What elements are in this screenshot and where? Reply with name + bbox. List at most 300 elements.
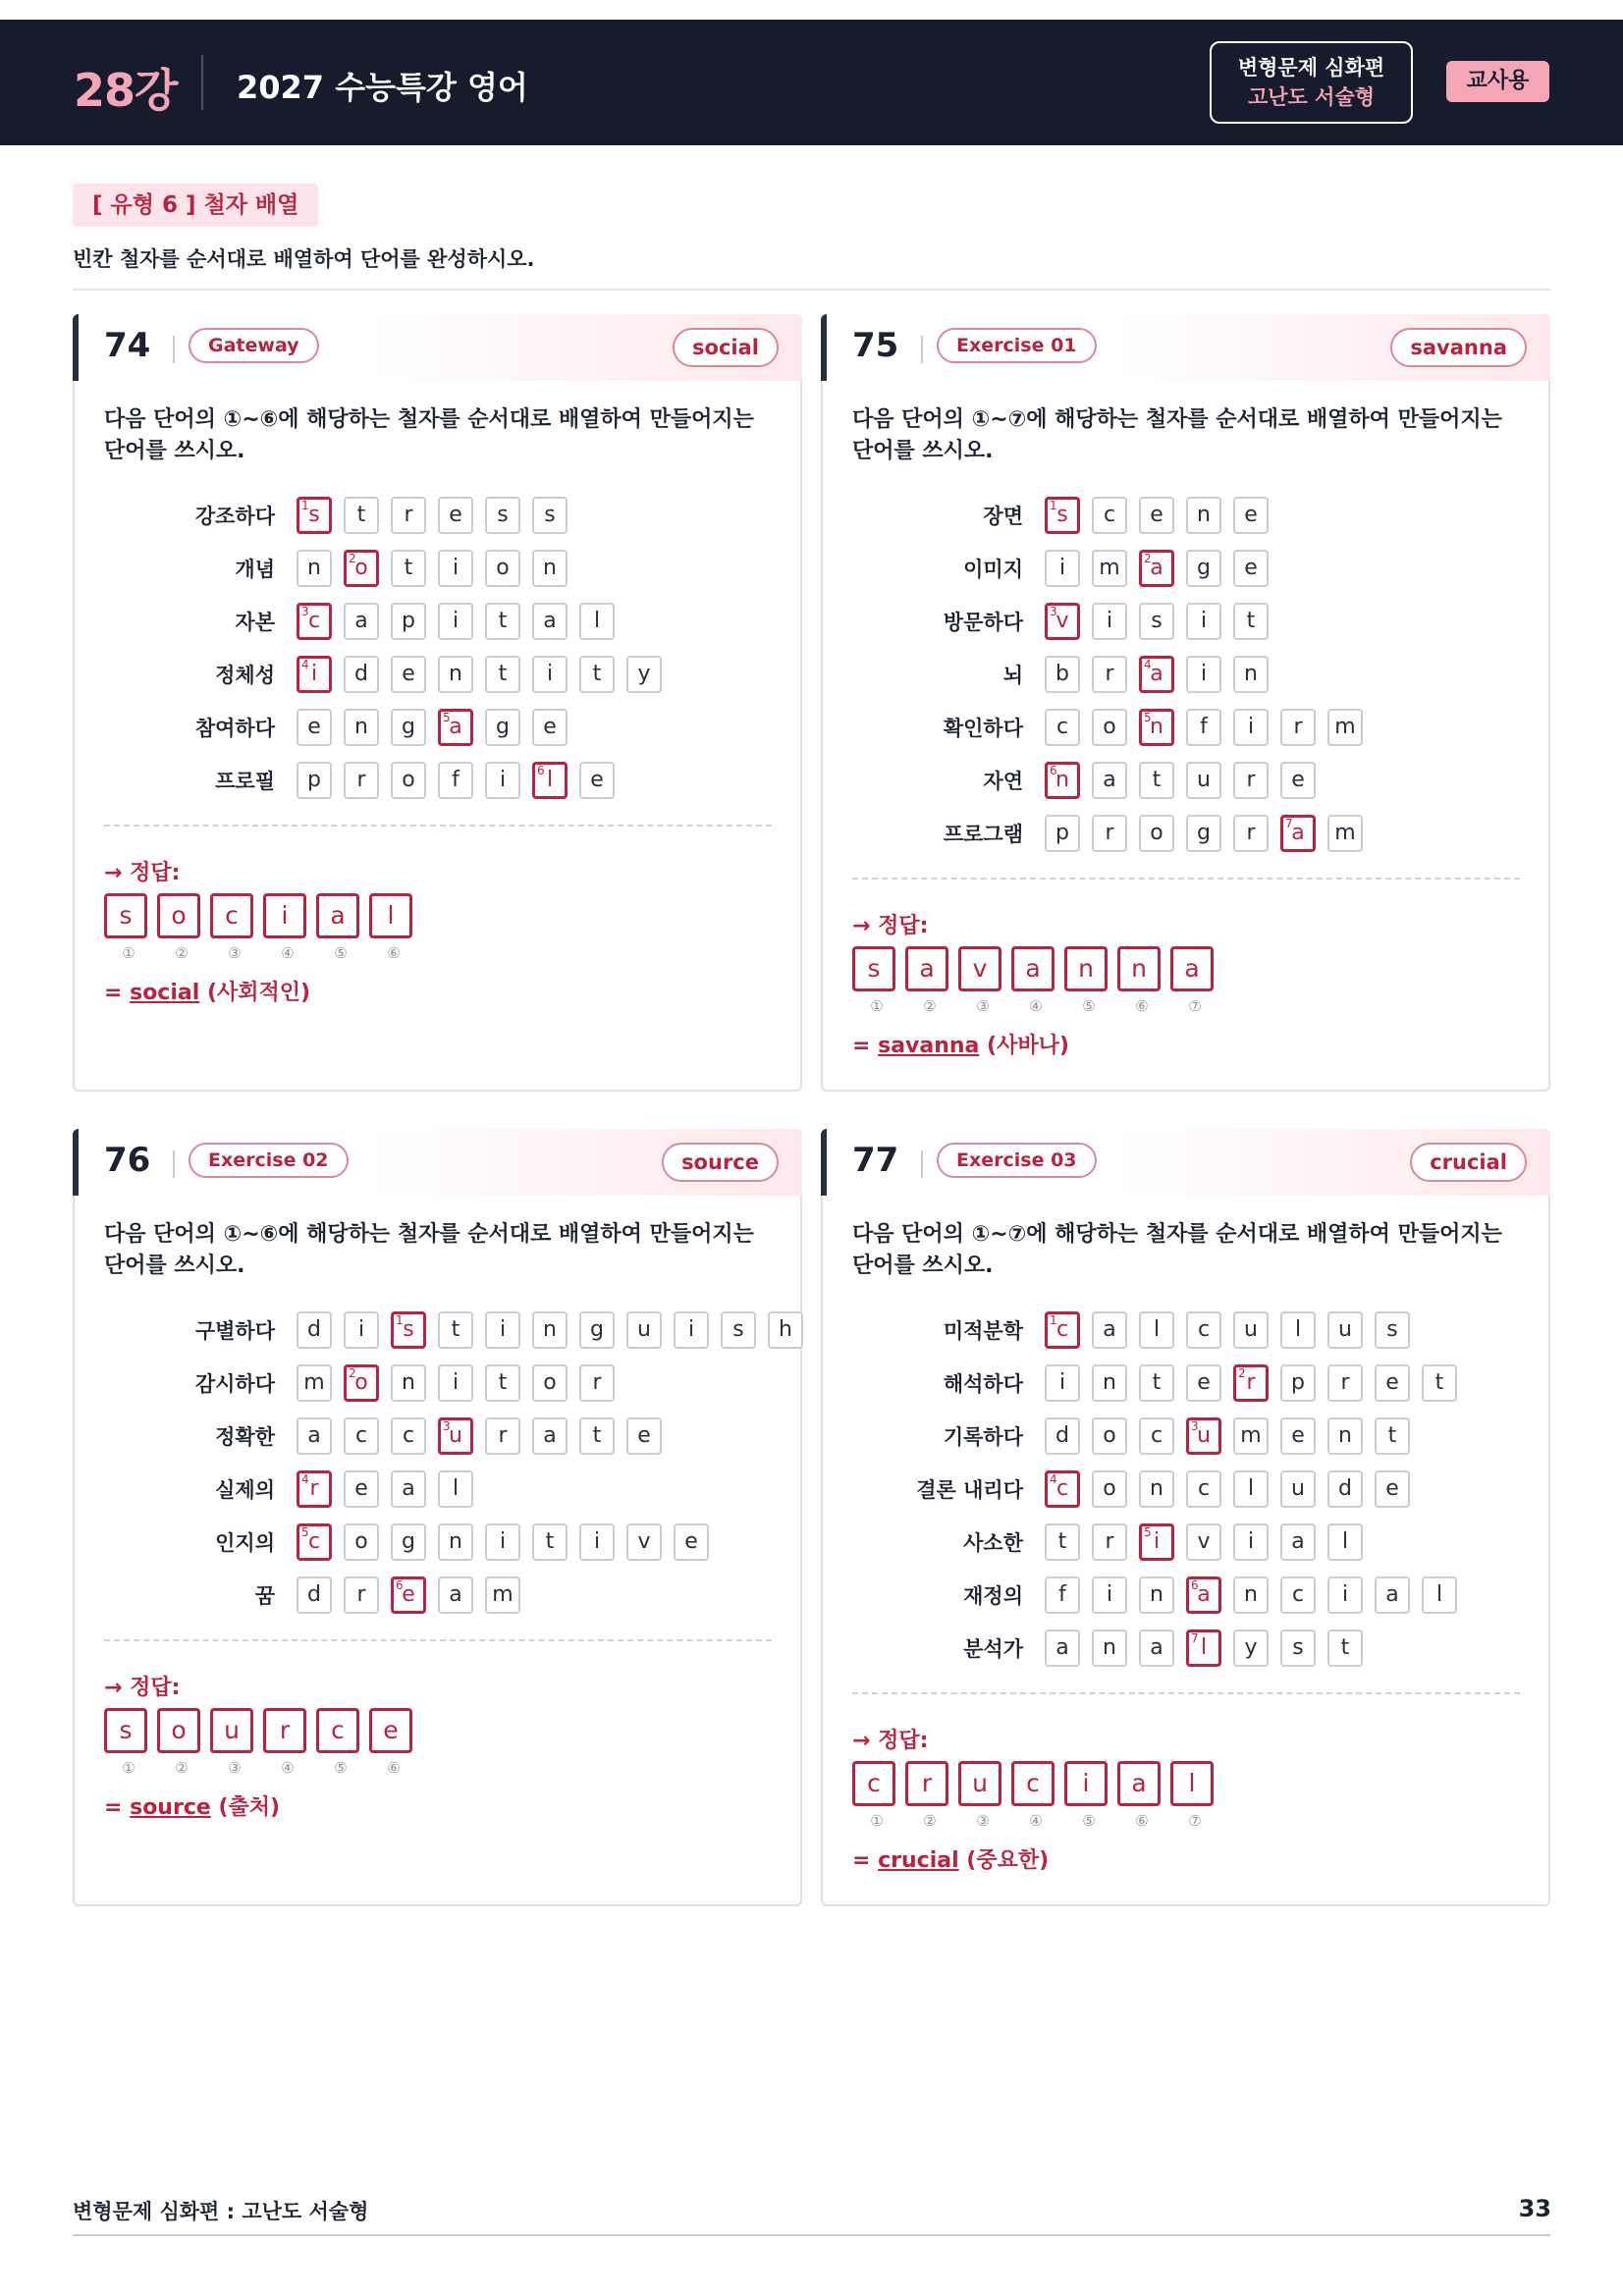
letter: l — [546, 768, 554, 792]
answer-letter-box — [210, 1708, 253, 1777]
answer-letter: a — [330, 901, 346, 930]
answer-letter: l — [387, 901, 395, 930]
letter-cell — [532, 550, 568, 587]
answer-letter-box — [1117, 1761, 1161, 1830]
letter-cell — [438, 1470, 473, 1508]
word-meaning: 자연 — [983, 770, 1023, 793]
letter: a — [1150, 662, 1163, 686]
letter: n — [543, 1317, 557, 1342]
letter: n — [449, 1529, 462, 1554]
final-meaning: (사회적인) — [199, 981, 311, 1005]
letter: p — [1055, 821, 1069, 845]
letter: i — [1341, 1582, 1349, 1607]
letter: n — [449, 662, 462, 686]
highlighted-letter-cell — [344, 1364, 379, 1402]
letter: a — [1197, 1582, 1211, 1607]
letter: i — [687, 1317, 695, 1342]
order-index: 3 — [1050, 605, 1057, 618]
word-meaning: 개념 — [235, 558, 275, 581]
word-meaning: 뇌 — [1002, 664, 1023, 687]
header-separator — [921, 336, 923, 363]
letter: t — [592, 1423, 602, 1448]
dashed-divider — [852, 1692, 1520, 1694]
answer-letter: r — [921, 1769, 933, 1797]
book-title: 2027 수능특강 영어 — [237, 69, 528, 106]
letter-cell — [1186, 1364, 1221, 1402]
letter-cell — [1375, 1576, 1410, 1614]
answer-label: → 정답: — [852, 914, 929, 938]
answer-letter-box — [958, 1761, 1001, 1830]
letter: c — [1197, 1317, 1211, 1342]
letter: o — [402, 768, 415, 792]
letter-cell — [485, 1364, 520, 1402]
letter-cells — [297, 1311, 815, 1349]
letter-cell — [1139, 1470, 1174, 1508]
letter-cell — [391, 1364, 426, 1402]
final-answer — [852, 1029, 1069, 1059]
final-answer — [852, 1843, 1049, 1874]
highlighted-letter-cell — [1045, 1470, 1080, 1508]
answer-letter-box — [263, 1708, 306, 1777]
letter-cell — [344, 1311, 379, 1349]
word-meaning: 꿈 — [254, 1584, 275, 1608]
letter: e — [1150, 503, 1163, 527]
letter-cell — [626, 1523, 662, 1561]
answer-order-number: ⑤ — [334, 1759, 348, 1777]
letter-cell — [344, 1576, 379, 1614]
letter: t — [592, 662, 602, 686]
letter-cell — [1233, 1417, 1269, 1455]
answer-order-number: ③ — [228, 944, 242, 962]
letter: n — [1150, 1476, 1163, 1501]
highlighted-letter-cell — [297, 497, 332, 534]
letter: d — [1055, 1423, 1069, 1448]
source-tag: Exercise 03 — [937, 1143, 1097, 1178]
letter-cells — [1045, 1417, 1422, 1455]
letter: e — [1385, 1476, 1399, 1501]
letter-cell — [344, 1523, 379, 1561]
letter-cell — [1280, 709, 1316, 746]
order-index: 5 — [1144, 711, 1152, 724]
answer-letter-box — [1117, 946, 1161, 1015]
letter: i — [499, 1529, 507, 1554]
final-prefix: = — [104, 981, 131, 1005]
dashed-divider — [104, 825, 772, 827]
highlighted-letter-cell — [532, 762, 568, 799]
letter-cell — [1092, 1311, 1127, 1349]
letter: n — [1103, 1635, 1116, 1660]
answer-order-number: ⑥ — [387, 944, 401, 962]
word-meaning: 구별하다 — [194, 1319, 275, 1343]
letter-cell — [1186, 1311, 1221, 1349]
answer-letter: i — [281, 901, 289, 930]
answer-letter-box — [316, 1708, 359, 1777]
letter-cell — [1092, 550, 1127, 587]
letter-cell — [579, 1417, 615, 1455]
letter: s — [497, 503, 509, 527]
letter-cell — [1045, 1576, 1080, 1614]
answer-letter: e — [383, 1716, 399, 1744]
highlighted-letter-cell — [1045, 1311, 1080, 1349]
order-index: 6 — [1191, 1578, 1199, 1592]
letter: e — [1244, 556, 1258, 580]
letter-cell — [391, 1523, 426, 1561]
letter: l — [1294, 1317, 1302, 1342]
highlighted-letter-cell — [438, 709, 473, 746]
letter: t — [498, 609, 508, 633]
letter: i — [452, 556, 460, 580]
answer-letter-box — [263, 893, 306, 962]
letter-cell — [579, 1311, 615, 1349]
letter-cell — [297, 1311, 332, 1349]
answer-letter-box — [157, 893, 200, 962]
letter-cell — [1233, 1470, 1269, 1508]
source-tag: Gateway — [189, 328, 319, 363]
letter-cell — [344, 1417, 379, 1455]
letter-cell — [1045, 709, 1080, 746]
letter: c — [1197, 1476, 1211, 1501]
letter-cell — [1186, 656, 1221, 693]
highlighted-letter-cell — [1280, 815, 1316, 852]
word-meaning: 자본 — [235, 611, 275, 634]
letter-cell — [344, 709, 379, 746]
letter-cell — [1186, 762, 1221, 799]
source-tag: Exercise 01 — [937, 328, 1097, 363]
letter: o — [1103, 1423, 1116, 1448]
letter-cell — [1233, 656, 1269, 693]
answer-word-pill: social — [673, 328, 779, 367]
highlighted-letter-cell — [1233, 1364, 1269, 1402]
letter: i — [1153, 1529, 1161, 1554]
letter-cell — [1233, 1629, 1269, 1667]
letter-cell — [344, 603, 379, 640]
letter-cell — [1233, 1523, 1269, 1561]
letter: e — [543, 715, 557, 739]
letter-cell — [391, 1417, 426, 1455]
letter: i — [499, 1317, 507, 1342]
letter: i — [546, 662, 554, 686]
order-index: 4 — [1144, 658, 1152, 671]
letter: i — [1106, 609, 1113, 633]
word-meaning: 이미지 — [963, 558, 1023, 581]
answer-letter: v — [972, 954, 988, 983]
letter-cell — [532, 497, 568, 534]
letter: i — [452, 609, 460, 633]
highlighted-letter-cell — [1045, 603, 1080, 640]
letter-cell — [297, 550, 332, 587]
letter-cell — [1422, 1364, 1457, 1402]
word-meaning: 정확한 — [215, 1425, 275, 1449]
answer-letter-box — [905, 946, 948, 1015]
letter: e — [449, 503, 462, 527]
letter-cells — [297, 603, 626, 640]
letter: t — [1246, 609, 1256, 633]
letter: n — [1103, 1370, 1116, 1395]
letter-cell — [1186, 1470, 1221, 1508]
letter: c — [307, 1529, 321, 1554]
letter: s — [1386, 1317, 1398, 1342]
answer-letter: u — [972, 1769, 988, 1797]
answer-boxes — [104, 893, 422, 962]
question-card-74 — [73, 314, 802, 1092]
highlighted-letter-cell — [297, 1523, 332, 1561]
letter-cell — [532, 1523, 568, 1561]
letter: l — [1247, 1476, 1255, 1501]
letter: r — [356, 1582, 366, 1607]
letter: l — [593, 609, 601, 633]
letter-cell — [1092, 709, 1127, 746]
letter-cell — [297, 1364, 332, 1402]
question-instruction: 다음 단어의 ①~⑦에 해당하는 철자를 순서대로 배열하여 만들어지는 단어를 쓰시오. — [852, 1222, 1502, 1278]
letter: o — [354, 1529, 368, 1554]
answer-word-pill: savanna — [1390, 328, 1527, 367]
answer-letter-box — [1011, 1761, 1055, 1830]
letter: i — [593, 1529, 601, 1554]
letter: n — [1338, 1423, 1352, 1448]
letter: o — [1103, 1476, 1116, 1501]
letter-cell — [1327, 815, 1363, 852]
letter-cell — [391, 762, 426, 799]
question-header — [73, 1129, 802, 1196]
letter: t — [1152, 1370, 1162, 1395]
order-index: 7 — [1191, 1631, 1199, 1645]
letter-cell — [297, 1417, 332, 1455]
letter-cell — [438, 656, 473, 693]
letter: m — [1334, 821, 1356, 845]
letter: r — [1246, 768, 1256, 792]
letter-cell — [485, 656, 520, 693]
letter-cell — [438, 550, 473, 587]
letter: t — [1387, 1423, 1397, 1448]
letter-cells — [297, 497, 579, 534]
letter-cell — [438, 1523, 473, 1561]
letter: f — [1200, 715, 1208, 739]
letter: a — [1291, 821, 1305, 845]
letter: n — [1244, 1582, 1258, 1607]
answer-order-number: ① — [122, 944, 135, 962]
letter: l — [1153, 1317, 1161, 1342]
letter-cell — [1280, 1470, 1316, 1508]
section-divider — [73, 289, 1550, 291]
letter-cells — [1045, 1523, 1375, 1561]
letter: c — [1055, 1317, 1069, 1342]
answer-letter-box — [1011, 946, 1055, 1015]
letter-cell — [344, 497, 379, 534]
answer-order-number: ⑥ — [1135, 997, 1149, 1015]
answer-order-number: ① — [870, 1812, 884, 1830]
letter-cell — [532, 1364, 568, 1402]
answer-letter-box — [104, 893, 147, 962]
letter: r — [1340, 1370, 1350, 1395]
answer-letter: u — [224, 1716, 240, 1744]
letter-cell — [1045, 815, 1080, 852]
answer-letter-box — [369, 1708, 412, 1777]
letter-cell — [768, 1311, 803, 1349]
letter-cells — [1045, 762, 1327, 799]
order-index: 3 — [443, 1419, 451, 1433]
letter-cell — [1092, 603, 1127, 640]
highlighted-letter-cell — [1139, 709, 1174, 746]
lesson-number: 28강 — [74, 64, 178, 117]
section-tag: [ 유형 6 ] 철자 배열 — [73, 184, 318, 227]
word-meaning: 강조하다 — [194, 505, 275, 528]
letter-cell — [532, 656, 568, 693]
answer-letter-box — [1170, 1761, 1214, 1830]
answer-boxes — [852, 946, 1223, 1015]
word-meaning: 확인하다 — [943, 717, 1023, 740]
answer-label: → 정답: — [104, 1676, 181, 1700]
word-meaning: 재정의 — [963, 1584, 1023, 1608]
letter: g — [590, 1317, 604, 1342]
answer-letter-box — [1064, 946, 1108, 1015]
letter-cell — [1280, 1417, 1316, 1455]
letter: a — [449, 1582, 462, 1607]
letter-cell — [297, 762, 332, 799]
letter: n — [543, 556, 557, 580]
word-meaning: 프로필 — [215, 770, 275, 793]
letter-cells — [297, 1576, 532, 1614]
letter: a — [402, 1476, 415, 1501]
letter-cells — [1045, 1470, 1422, 1508]
letter: m — [303, 1370, 325, 1395]
answer-letter: n — [1131, 954, 1147, 983]
letter-cell — [1092, 1629, 1127, 1667]
letter: o — [1103, 715, 1116, 739]
letter: i — [1200, 609, 1208, 633]
letter-cell — [438, 1576, 473, 1614]
page-header — [0, 20, 1623, 145]
letter: e — [1291, 768, 1305, 792]
letter: n — [1150, 715, 1163, 739]
letter: c — [1103, 503, 1116, 527]
letter: r — [592, 1370, 602, 1395]
letter: a — [1150, 1635, 1163, 1660]
answer-order-number: ④ — [1029, 1812, 1043, 1830]
letter: a — [1103, 1317, 1116, 1342]
letter-cell — [1092, 1470, 1127, 1508]
edition-box — [1210, 41, 1413, 124]
letter: c — [1150, 1423, 1163, 1448]
letter: t — [1434, 1370, 1444, 1395]
answer-order-number: ① — [870, 997, 884, 1015]
letter: s — [732, 1317, 744, 1342]
letter-cell — [391, 656, 426, 693]
letter-cell — [344, 1470, 379, 1508]
letter-cell — [1186, 497, 1221, 534]
letter-cells — [1045, 1576, 1469, 1614]
answer-letter-box — [1064, 1761, 1108, 1830]
word-meaning: 프로그램 — [943, 823, 1023, 846]
question-card-75 — [821, 314, 1550, 1092]
letter-cells — [1045, 1364, 1469, 1402]
letter: s — [1056, 503, 1068, 527]
edition-line-2: 고난도 서술형 — [1247, 85, 1376, 109]
letter-cell — [1375, 1311, 1410, 1349]
letter: e — [402, 1582, 415, 1607]
letter-cell — [391, 497, 426, 534]
letter-cell — [485, 1523, 520, 1561]
order-index: 4 — [301, 658, 309, 671]
letter-cell — [485, 1417, 520, 1455]
letter-cell — [391, 1470, 426, 1508]
letter: i — [1200, 662, 1208, 686]
letter: t — [1057, 1529, 1067, 1554]
letter: o — [1150, 821, 1163, 845]
section-description: 빈칸 철자를 순서대로 배열하여 단어를 완성하시오. — [73, 247, 535, 271]
letter-cell — [391, 603, 426, 640]
letter-cell — [1375, 1364, 1410, 1402]
header-separator — [173, 1150, 175, 1178]
letter-cells — [297, 1417, 674, 1455]
final-prefix: = — [852, 1848, 879, 1873]
question-instruction: 다음 단어의 ①~⑥에 해당하는 철자를 순서대로 배열하여 만들어지는 단어를 쓰시오. — [104, 407, 754, 463]
letter-cells — [1045, 1629, 1375, 1667]
letter-cell — [485, 1311, 520, 1349]
answer-letter: c — [225, 901, 239, 930]
letter: i — [1247, 715, 1255, 739]
letter: c — [402, 1423, 415, 1448]
highlighted-letter-cell — [1186, 1417, 1221, 1455]
highlighted-letter-cell — [297, 603, 332, 640]
letter: t — [451, 1317, 460, 1342]
answer-order-number: ② — [923, 1812, 937, 1830]
question-header — [73, 314, 802, 381]
answer-order-number: ⑥ — [387, 1759, 401, 1777]
answer-letter-box — [852, 1761, 895, 1830]
letter: s — [1151, 609, 1163, 633]
final-answer — [104, 976, 310, 1006]
order-index: 3 — [301, 605, 309, 618]
letter-cell — [1045, 656, 1080, 693]
letter: l — [452, 1476, 460, 1501]
letter: p — [307, 768, 321, 792]
letter: p — [1291, 1370, 1305, 1395]
letter-cell — [1327, 1576, 1363, 1614]
letter-cell — [1139, 1364, 1174, 1402]
letter-cell — [1139, 497, 1174, 534]
header-separator — [173, 336, 175, 363]
letter-cell — [1327, 1629, 1363, 1667]
answer-order-number: ③ — [976, 997, 990, 1015]
dashed-divider — [104, 1639, 772, 1641]
highlighted-letter-cell — [1139, 550, 1174, 587]
letter: r — [1246, 1370, 1256, 1395]
word-meaning: 결론 내리다 — [916, 1478, 1023, 1502]
letter-cell — [1092, 656, 1127, 693]
letter: a — [1055, 1635, 1069, 1660]
letter: g — [1197, 556, 1211, 580]
letter-cell — [1045, 1523, 1080, 1561]
letter-cell — [1092, 1364, 1127, 1402]
highlighted-letter-cell — [391, 1576, 426, 1614]
letter: i — [1106, 1582, 1113, 1607]
letter: e — [354, 1476, 368, 1501]
answer-order-number: ⑤ — [334, 944, 348, 962]
letter-cells — [297, 1523, 721, 1561]
letter: o — [543, 1370, 557, 1395]
answer-order-number: ④ — [281, 1759, 295, 1777]
letter: s — [403, 1317, 414, 1342]
letter-cell — [438, 497, 473, 534]
answer-boxes — [852, 1761, 1223, 1830]
letter-cells — [297, 1364, 626, 1402]
letter: a — [1385, 1582, 1399, 1607]
letter: i — [1247, 1529, 1255, 1554]
answer-letter: c — [867, 1769, 881, 1797]
letter-cell — [1327, 1311, 1363, 1349]
letter-cells — [297, 709, 579, 746]
answer-order-number: ⑤ — [1082, 1812, 1096, 1830]
